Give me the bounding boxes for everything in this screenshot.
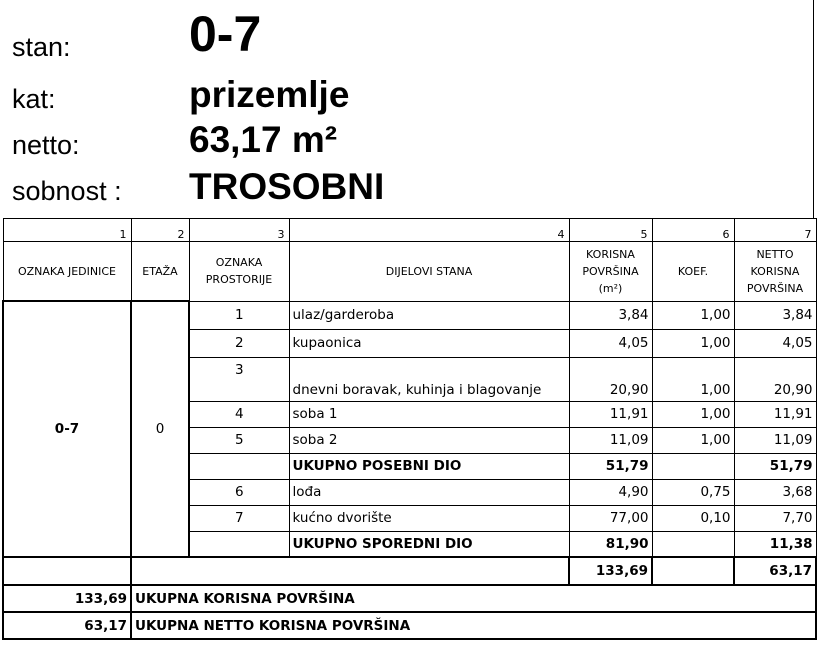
room-name: kupaonica [289,329,569,357]
room-netto: 11,09 [734,427,816,453]
room-number: 1 [189,301,289,329]
stan-value: 0-7 [189,6,262,62]
room-area: 77,00 [569,505,652,531]
summary-row-netto [3,612,816,639]
col-number-6: 6 [652,219,734,242]
room-area: 4,05 [569,329,652,357]
room-number: 6 [189,479,289,505]
header-dijelovi-stana: DIJELOVI STANA [289,242,569,302]
col-number-3: 3 [189,219,289,242]
room-area: 3,84 [569,301,652,329]
col-number-1: 1 [3,219,131,242]
room-name: soba 1 [289,401,569,427]
header-netto-line2: KORISNA [750,264,800,278]
total-row [3,557,816,585]
stan-label: stan: [12,32,71,62]
header-korisna-line1: KORISNA [586,247,635,261]
room-area: 4,90 [569,479,652,505]
room-area: 11,09 [569,427,652,453]
sobnost-value: TROSOBNI [189,166,385,207]
sobnost-label: sobnost : [12,176,122,206]
header-right-border [813,0,814,218]
table-row [3,301,816,329]
room-koef: 0,10 [652,505,734,531]
header-oznaka-jedinice: OZNAKA JEDINICE [3,242,131,302]
header-netto-line3: POVRŠINA [746,281,804,295]
room-number [189,453,289,479]
col-number-2: 2 [131,219,189,242]
room-koef: 1,00 [652,329,734,357]
room-koef: 1,00 [652,401,734,427]
room-area: 11,91 [569,401,652,427]
total-empty-span [131,557,569,585]
summary-row-korisna [3,585,816,612]
netto-label: netto: [12,130,80,160]
header-oznaka-prostorije-line1: OZNAKA [215,256,263,270]
room-koef: 0,75 [652,479,734,505]
subtotal-label: UKUPNO SPOREDNI DIO [289,531,569,557]
unit-cell: 0-7 [3,301,131,557]
subtotal-area: 51,79 [569,453,652,479]
room-netto: 11,91 [734,401,816,427]
room-number [189,531,289,557]
subtotal-label: UKUPNO POSEBNI DIO [289,453,569,479]
room-name: soba 2 [289,427,569,453]
subtotal-netto: 11,38 [734,531,816,557]
column-number-row [3,219,816,242]
subtotal-koef [652,531,734,557]
col-number-5: 5 [569,219,652,242]
col-number-4: 4 [289,219,569,242]
total-empty-unit [3,557,131,585]
header-netto-line1: NETTO [756,247,794,261]
subtotal-netto: 51,79 [734,453,816,479]
summary-netto-value: 63,17 [3,612,131,639]
column-header-row [3,242,816,302]
room-name: dnevni boravak, kuhinja i blagovanje [289,357,569,401]
summary-netto-label: UKUPNA NETTO KORISNA POVRŠINA [131,612,816,639]
header-oznaka-prostorije-line2: PROSTORIJE [205,273,273,287]
header-korisna-povrsina [569,242,652,302]
subtotal-koef [652,453,734,479]
header-oznaka-prostorije [189,242,289,302]
floor-cell: 0 [131,301,189,557]
summary-korisna-value: 133,69 [3,585,131,612]
room-netto: 3,84 [734,301,816,329]
room-number: 5 [189,427,289,453]
header-koef: KOEF. [652,242,734,302]
room-koef: 1,00 [652,357,734,401]
room-number: 2 [189,329,289,357]
header-korisna-line2: POVRŠINA [582,264,639,278]
room-netto: 20,90 [734,357,816,401]
kat-label: kat: [12,84,56,114]
summary-korisna-label: UKUPNA KORISNA POVRŠINA [131,585,816,612]
col-number-7: 7 [734,219,816,242]
room-number: 7 [189,505,289,531]
total-area: 133,69 [569,557,652,585]
room-name: ulaz/garderoba [289,301,569,329]
kat-value: prizemlje [189,74,350,115]
header-etaza: ETAŽA [131,242,189,302]
total-empty-koef [652,557,734,585]
room-number: 4 [189,401,289,427]
room-koef: 1,00 [652,301,734,329]
room-netto: 7,70 [734,505,816,531]
room-area: 20,90 [569,357,652,401]
room-number: 3 [189,357,289,401]
header-netto-korisna-povrsina [734,242,816,302]
room-netto: 4,05 [734,329,816,357]
subtotal-area: 81,90 [569,531,652,557]
room-name: lođa [289,479,569,505]
room-name: kućno dvorište [289,505,569,531]
total-netto: 63,17 [734,557,816,585]
room-netto: 3,68 [734,479,816,505]
netto-value: 63,17 m² [189,119,338,160]
apartment-area-table [2,218,817,640]
room-koef: 1,00 [652,427,734,453]
header-korisna-line3: (m²) [598,281,623,295]
